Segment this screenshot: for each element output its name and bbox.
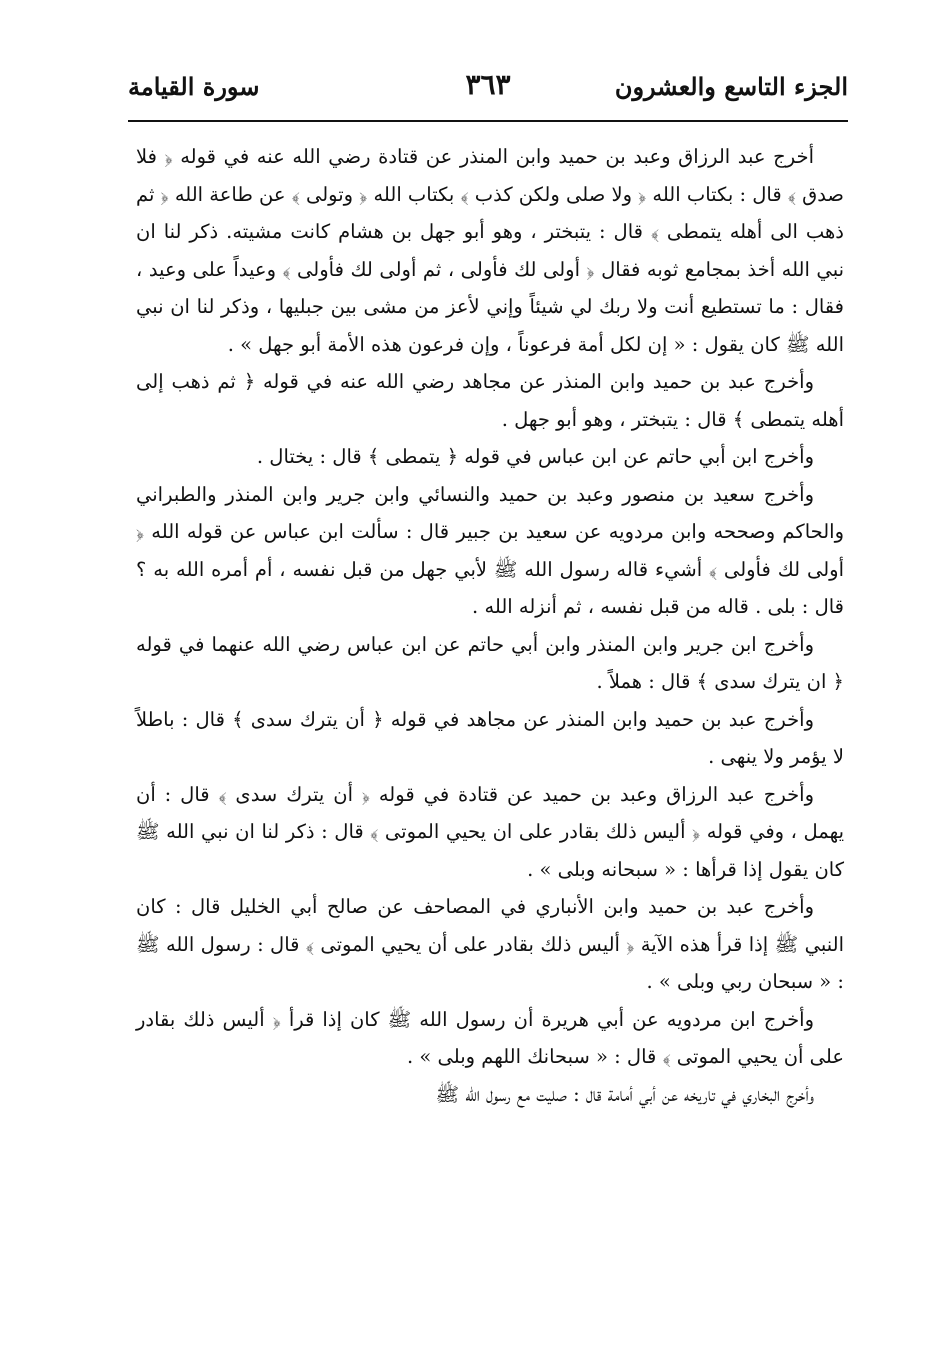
paragraph: وأخرج البخاري في تاريخه عن أبي أمامة قال : صليت مع رسول الله ﷺ	[435, 1082, 814, 1106]
paragraph: وأخرج ابن مردويه عن أبي هريرة أن رسول الله ﷺ كان إذا قرأ ﴿ أليس ذلك بقادر على أن يحيي الموتى ﴾ قال : « سبحانك اللهم وبلى » .	[136, 1007, 844, 1068]
paragraph: وأخرج عبد بن حميد وابن المنذر عن مجاهد في قوله ﴿ أن يترك سدى ﴾ قال : باطلاً لا يؤمر ولا ينهى .	[136, 707, 844, 768]
running-header	[128, 66, 848, 112]
paragraph: وأخرج عبد الرزاق وعبد بن حميد عن قتادة في قوله ﴿ أن يترك سدى ﴾ قال : أن يهمل ، وفي قوله ﴿ أليس ذلك بقادر على ان يحيي الموتى ﴾ قال : ذكر لنا ان نبي الله ﷺ كان يقول إذا قرأها : « سبحانه وبلى » .	[136, 782, 844, 881]
paragraph: وأخرج سعيد بن منصور وعبد بن حميد والنسائي وابن جرير وابن المنذر والطبراني والحاكم وصححه وابن مردويه عن سعيد بن جبير قال : سألت ابن عباس عن قوله الله ﴿ أولى لك فأولى ﴾ أشيء قاله رسول الله ﷺ لأبي جهل من قبل نفسه ، أم أمره الله به ؟ قال : بلى . قاله من قبل نفسه ، ثم أنزله الله .	[136, 482, 844, 618]
paragraph: وأخرج عبد بن حميد وابن المنذر عن مجاهد رضي الله عنه في قوله ﴿ ثم ذهب إلى أهله يتمطى ﴾ قال : يتبختر ، وهو أبو جهل .	[136, 370, 844, 431]
surah-title: سورة القيامة	[128, 72, 260, 101]
part-title: الجزء التاسع والعشرون	[614, 72, 848, 101]
paragraph: وأخرج عبد بن حميد وابن الأنباري في المصاحف عن صالح أبي الخليل قال : كان النبي ﷺ إذا قرأ هذه الآية ﴿ أليس ذلك بقادر على أن يحيي الموتى ﴾ قال : رسول الله ﷺ : « سبحان ربي وبلى » .	[136, 895, 844, 993]
paragraph: أخرج عبد الرزاق وعبد بن حميد وابن المنذر عن قتادة رضي الله عنه في قوله ﴿ فلا صدق ﴾ قال : بكتاب الله ﴿ ولا صلى ولكن كذب ﴾ بكتاب الله ﴿ وتولى ﴾ عن طاعة الله ﴿ ثم ذهب الى أهله يتمطى ﴾ قال : يتبختر ، وهو أبو جهل بن هشام كانت مشيته. ذكر لنا ان نبي الله أخذ بمجامع ثوبه فقال ﴿ أولى لك فأولى ، ثم أولى لك فأولى ﴾ وعيداً على وعيد ، فقال : ما تستطيع أنت ولا ربك لي شيئاً وإني لأعز من مشى بين جبليها ، وذكر لنا ان نبي الله ﷺ كان يقول : « إن لكل أمة فرعوناً ، وإن فرعون هذه الأمة أبو جهل » .	[136, 145, 844, 356]
header-divider	[128, 120, 848, 122]
paragraph: وأخرج ابن أبي حاتم عن ابن عباس في قوله ﴿ يتمطى ﴾ قال : يختال .	[256, 445, 814, 468]
body-text	[136, 138, 844, 1113]
page-number: ٣٦٣	[465, 68, 511, 101]
paragraph: وأخرج ابن جرير وابن المنذر وابن أبي حاتم عن ابن عباس رضي الله عنهما في قوله ﴿ ان يترك سدى ﴾ قال : هملاً .	[136, 632, 844, 693]
